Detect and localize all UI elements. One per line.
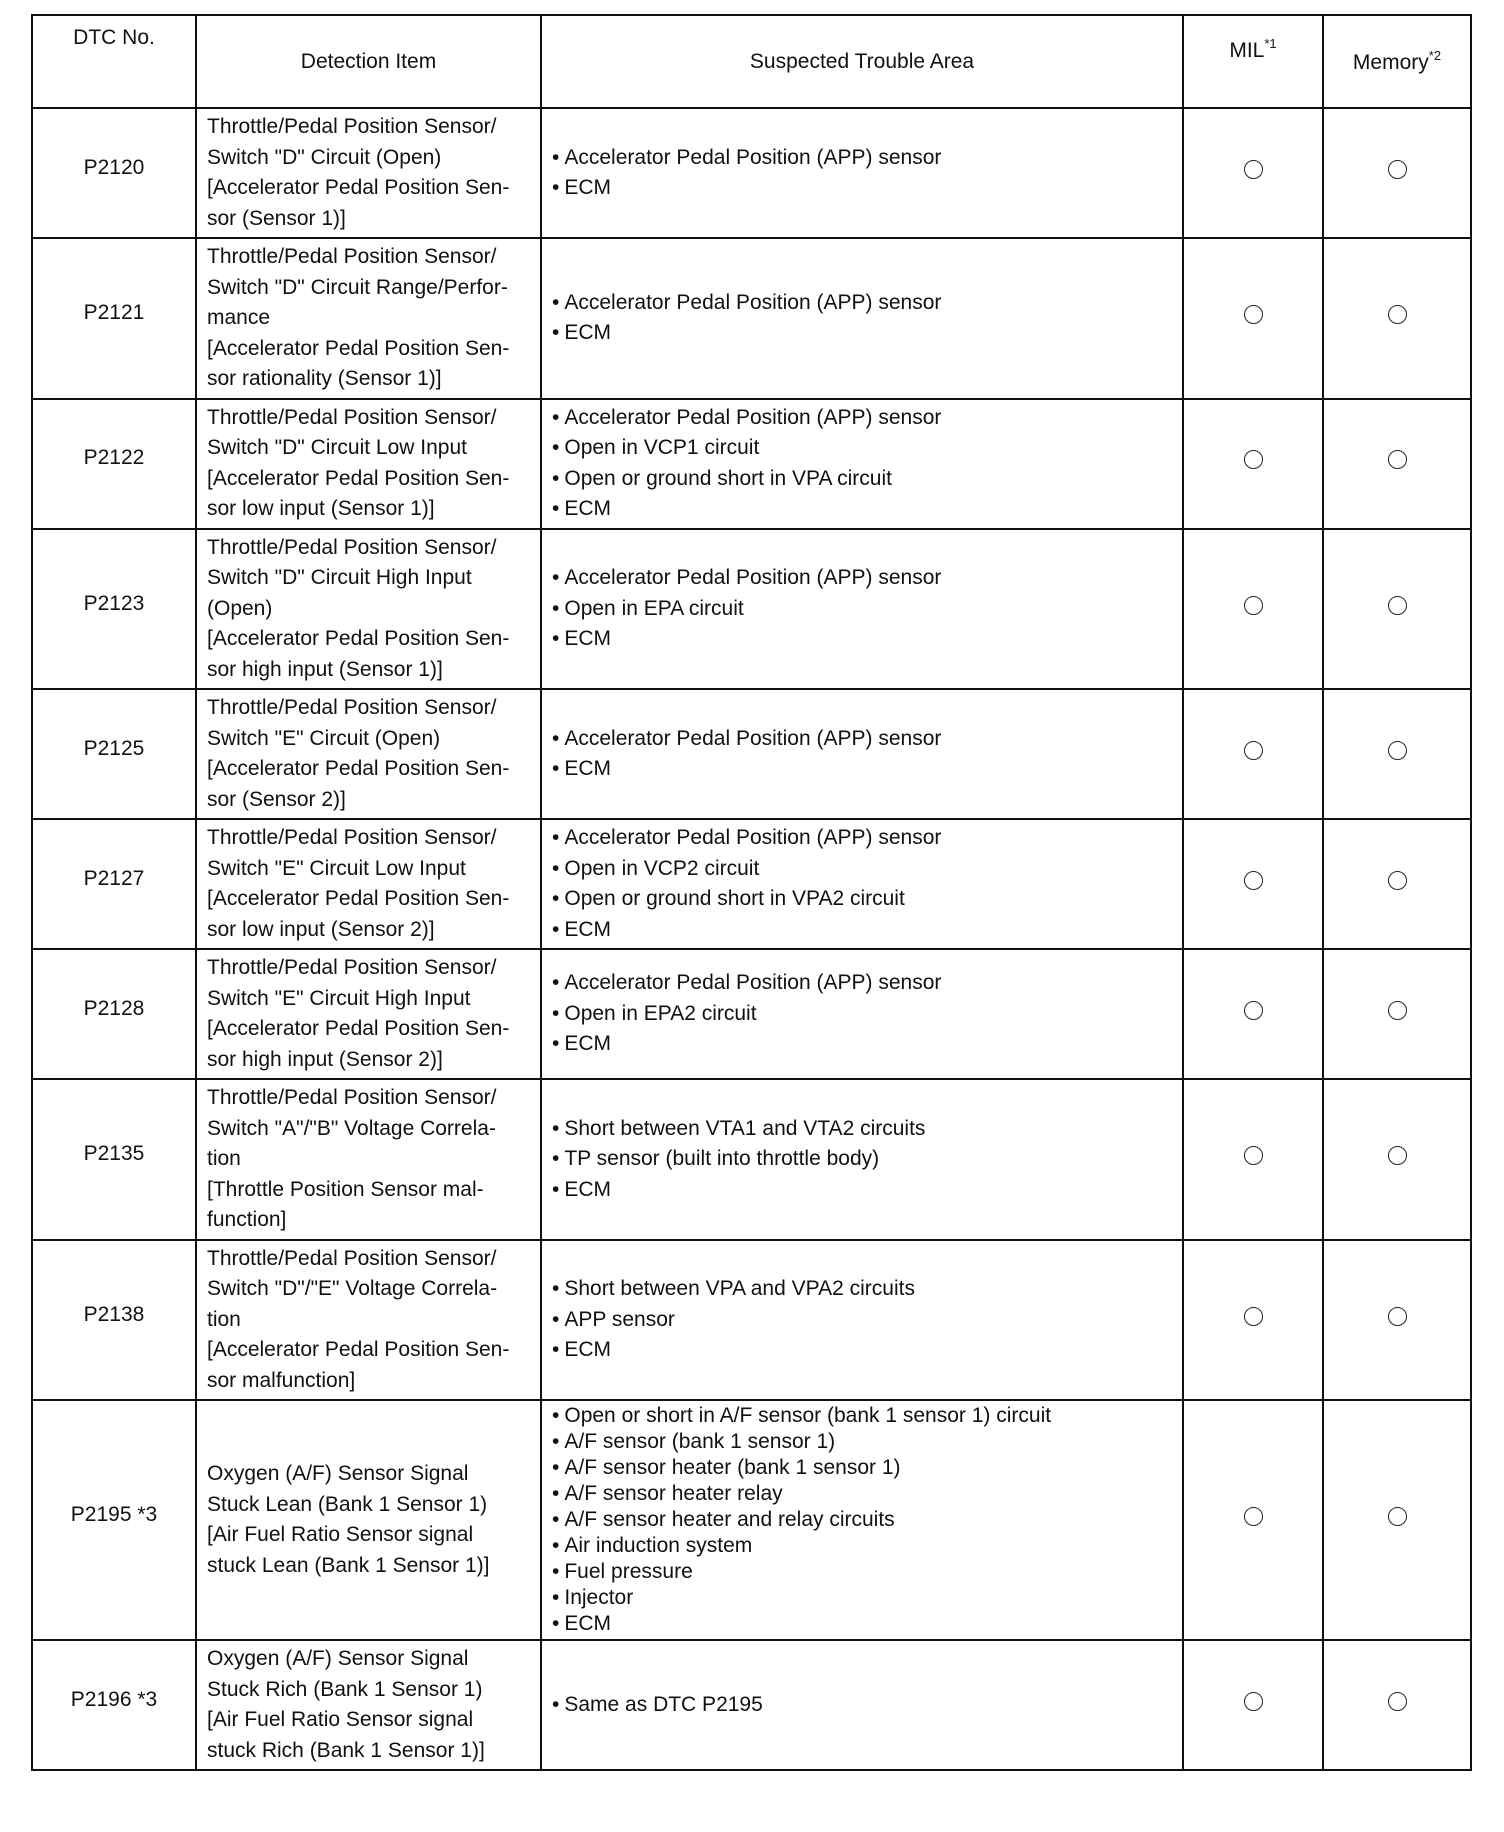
- circle-mark-icon: [1388, 741, 1407, 760]
- trouble-area-item: • ECM: [552, 1335, 1174, 1366]
- trouble-area-item: • Accelerator Pedal Position (APP) sensor: [552, 403, 1174, 434]
- detection-line: sor high input (Sensor 1)]: [207, 657, 443, 681]
- table-row: [32, 1079, 1471, 1240]
- memory-indicator-cell: [1323, 108, 1471, 238]
- circle-mark-icon: [1244, 596, 1263, 615]
- header-dtc-no: DTC No.: [32, 15, 196, 108]
- mil-indicator-cell: [1183, 1079, 1323, 1240]
- mil-indicator-cell: [1183, 819, 1323, 949]
- dtc-code: P2128: [32, 949, 196, 1079]
- memory-indicator-cell: [1323, 399, 1471, 529]
- header-memory: Memory$^{*2}$: [1323, 15, 1471, 108]
- trouble-area-item: • Accelerator Pedal Position (APP) sensor: [552, 724, 1174, 755]
- detection-item: [196, 1400, 541, 1640]
- mil-indicator-cell: [1183, 399, 1323, 529]
- circle-mark-icon: [1388, 1692, 1407, 1711]
- trouble-area-item: • A/F sensor heater (bank 1 sensor 1): [552, 1455, 1174, 1481]
- detection-line: Switch "D" Circuit Range/Perfor-: [207, 275, 508, 299]
- detection-line: [Accelerator Pedal Position Sen-: [207, 466, 510, 490]
- detection-line: sor (Sensor 2)]: [207, 787, 346, 811]
- trouble-area-item: • Fuel pressure: [552, 1559, 1174, 1585]
- detection-item: [196, 689, 541, 819]
- detection-line: Switch "D" Circuit High Input: [207, 566, 472, 589]
- detection-line: Switch "A"/"B" Voltage Correla-: [207, 1116, 496, 1140]
- memory-indicator-cell: [1323, 949, 1471, 1079]
- trouble-area-item: • Open in VCP1 circuit: [552, 433, 1174, 464]
- trouble-area-item: • ECM: [552, 915, 1174, 946]
- suspected-trouble-area: [541, 529, 1183, 690]
- circle-mark-icon: [1244, 305, 1263, 324]
- detection-line: [Throttle Position Sensor mal-: [207, 1177, 484, 1201]
- circle-mark-icon: [1244, 871, 1263, 890]
- memory-footnote-marker: *2: [1428, 48, 1442, 63]
- memory-indicator-cell: [1323, 1240, 1471, 1401]
- circle-mark-icon: [1388, 1307, 1407, 1326]
- table-row: [32, 399, 1471, 529]
- suspected-trouble-area: [541, 1640, 1183, 1770]
- table-row: [32, 529, 1471, 690]
- circle-mark-icon: [1244, 1507, 1263, 1526]
- detection-item: [196, 529, 541, 690]
- detection-item: [196, 1240, 541, 1401]
- suspected-trouble-area: [541, 1240, 1183, 1401]
- detection-line: sor low input (Sensor 2)]: [207, 917, 435, 941]
- detection-line: sor rationality (Sensor 1)]: [207, 367, 442, 390]
- trouble-area-item: • ECM: [552, 1611, 1174, 1637]
- detection-line: tion: [207, 1147, 241, 1170]
- detection-item: [196, 108, 541, 238]
- detection-line: Oxygen (A/F) Sensor Signal: [207, 1647, 469, 1670]
- trouble-area-item: • Accelerator Pedal Position (APP) sensor: [552, 143, 1174, 174]
- trouble-area-item: • A/F sensor heater and relay circuits: [552, 1507, 1174, 1533]
- header-detection-item: Detection Item: [196, 15, 541, 108]
- trouble-area-item: • Accelerator Pedal Position (APP) sensor: [552, 968, 1174, 999]
- trouble-area-item: • APP sensor: [552, 1305, 1174, 1336]
- dtc-code: P2138: [32, 1240, 196, 1401]
- table-row: [32, 1400, 1471, 1640]
- trouble-area-item: • Open in EPA2 circuit: [552, 999, 1174, 1030]
- trouble-area-item: • ECM: [552, 1029, 1174, 1060]
- header-mil: MIL$^{*1}$: [1183, 15, 1323, 108]
- suspected-trouble-area: [541, 1400, 1183, 1640]
- suspected-trouble-area: [541, 399, 1183, 529]
- detection-line: [Accelerator Pedal Position Sen-: [207, 1338, 510, 1361]
- trouble-area-item: • Short between VTA1 and VTA2 circuits: [552, 1114, 1174, 1145]
- circle-mark-icon: [1244, 450, 1263, 469]
- circle-mark-icon: [1244, 1307, 1263, 1326]
- detection-line: Throttle/Pedal Position Sensor/: [207, 405, 497, 429]
- circle-mark-icon: [1388, 160, 1407, 179]
- circle-mark-icon: [1388, 305, 1407, 324]
- mil-indicator-cell: [1183, 1640, 1323, 1770]
- circle-mark-icon: [1244, 1001, 1263, 1020]
- mil-indicator-cell: [1183, 238, 1323, 399]
- trouble-area-item: • Accelerator Pedal Position (APP) sensor: [552, 563, 1174, 594]
- dtc-code: P2196 *3: [32, 1640, 196, 1770]
- table-row: [32, 238, 1471, 399]
- trouble-area-item: • A/F sensor heater relay: [552, 1481, 1174, 1507]
- mil-indicator-cell: [1183, 1240, 1323, 1401]
- memory-indicator-cell: [1323, 1640, 1471, 1770]
- circle-mark-icon: [1244, 1146, 1263, 1165]
- mil-indicator-cell: [1183, 689, 1323, 819]
- header-suspected-trouble-area: Suspected Trouble Area: [541, 15, 1183, 108]
- circle-mark-icon: [1388, 596, 1407, 615]
- mil-indicator-cell: [1183, 1400, 1323, 1640]
- circle-mark-icon: [1388, 1146, 1407, 1165]
- detection-line: [Air Fuel Ratio Sensor signal: [207, 1708, 474, 1731]
- detection-line: Throttle/Pedal Position Sensor/: [207, 826, 497, 849]
- dtc-code: P2123: [32, 529, 196, 690]
- circle-mark-icon: [1244, 160, 1263, 179]
- detection-item: [196, 949, 541, 1079]
- memory-indicator-cell: [1323, 529, 1471, 690]
- mil-indicator-cell: [1183, 529, 1323, 690]
- dtc-code: P2125: [32, 689, 196, 819]
- detection-line: [Accelerator Pedal Position Sen-: [207, 887, 510, 910]
- dtc-code: P2135: [32, 1079, 196, 1240]
- detection-line: Switch "E" Circuit High Input: [207, 986, 471, 1010]
- detection-line: Switch "E" Circuit Low Input: [207, 856, 466, 880]
- detection-line: Throttle/Pedal Position Sensor/: [207, 1246, 497, 1270]
- detection-line: Oxygen (A/F) Sensor Signal: [207, 1462, 469, 1485]
- trouble-area-item: • Open in VCP2 circuit: [552, 854, 1174, 885]
- memory-indicator-cell: [1323, 689, 1471, 819]
- detection-line: function]: [207, 1208, 287, 1231]
- trouble-area-item: • ECM: [552, 173, 1174, 204]
- detection-line: sor low input (Sensor 1)]: [207, 497, 435, 520]
- detection-item: [196, 819, 541, 949]
- dtc-code: P2195 *3: [32, 1400, 196, 1640]
- circle-mark-icon: [1388, 1001, 1407, 1020]
- detection-line: [Accelerator Pedal Position Sen-: [207, 176, 510, 199]
- table-row: [32, 108, 1471, 238]
- trouble-area-item: • TP sensor (built into throttle body): [552, 1144, 1174, 1175]
- detection-line: [Air Fuel Ratio Sensor signal: [207, 1523, 474, 1546]
- table-header: [32, 15, 1471, 108]
- detection-line: (Open): [207, 596, 273, 620]
- memory-indicator-cell: [1323, 1079, 1471, 1240]
- table-row: [32, 819, 1471, 949]
- mil-indicator-cell: [1183, 949, 1323, 1079]
- suspected-trouble-area: [541, 1079, 1183, 1240]
- mil-indicator-cell: [1183, 108, 1323, 238]
- detection-line: Switch "E" Circuit (Open): [207, 726, 441, 750]
- detection-line: Throttle/Pedal Position Sensor/: [207, 245, 497, 268]
- dtc-code: P2120: [32, 108, 196, 238]
- detection-line: sor malfunction]: [207, 1368, 356, 1392]
- memory-indicator-cell: [1323, 1400, 1471, 1640]
- dtc-code: P2121: [32, 238, 196, 399]
- trouble-area-item: • ECM: [552, 494, 1174, 525]
- table-row: [32, 1640, 1471, 1770]
- circle-mark-icon: [1388, 450, 1407, 469]
- trouble-area-item: • Open or ground short in VPA circuit: [552, 464, 1174, 495]
- table-row: [32, 1240, 1471, 1401]
- circle-mark-icon: [1388, 871, 1407, 890]
- trouble-area-item: • ECM: [552, 1175, 1174, 1206]
- suspected-trouble-area: [541, 689, 1183, 819]
- detection-line: Throttle/Pedal Position Sensor/: [207, 1086, 497, 1109]
- detection-line: Stuck Lean (Bank 1 Sensor 1): [207, 1492, 488, 1516]
- detection-line: stuck Lean (Bank 1 Sensor 1)]: [207, 1553, 490, 1577]
- trouble-area-item: • Accelerator Pedal Position (APP) sensor: [552, 288, 1174, 319]
- trouble-area-item: • ECM: [552, 754, 1174, 785]
- trouble-area-item: • A/F sensor (bank 1 sensor 1): [552, 1429, 1174, 1455]
- detection-line: [Accelerator Pedal Position Sen-: [207, 757, 510, 780]
- circle-mark-icon: [1388, 1507, 1407, 1526]
- dtc-table: [31, 14, 1472, 1771]
- detection-line: [Accelerator Pedal Position Sen-: [207, 336, 510, 360]
- detection-item: [196, 399, 541, 529]
- trouble-area-item: • Short between VPA and VPA2 circuits: [552, 1274, 1174, 1305]
- memory-indicator-cell: [1323, 819, 1471, 949]
- circle-mark-icon: [1244, 1692, 1263, 1711]
- detection-line: [Accelerator Pedal Position Sen-: [207, 627, 510, 650]
- detection-line: mance: [207, 306, 271, 329]
- table-row: [32, 949, 1471, 1079]
- detection-item: [196, 1640, 541, 1770]
- trouble-area-item: • ECM: [552, 624, 1174, 655]
- suspected-trouble-area: [541, 238, 1183, 399]
- dtc-code: P2127: [32, 819, 196, 949]
- trouble-area-item: • Open in EPA circuit: [552, 594, 1174, 625]
- detection-line: Throttle/Pedal Position Sensor/: [207, 696, 497, 719]
- suspected-trouble-area: [541, 949, 1183, 1079]
- detection-item: [196, 238, 541, 399]
- table-body: [32, 108, 1471, 1770]
- detection-line: Throttle/Pedal Position Sensor/: [207, 115, 497, 138]
- dtc-code: P2122: [32, 399, 196, 529]
- trouble-area-item: • Air induction system: [552, 1533, 1174, 1559]
- suspected-trouble-area: [541, 819, 1183, 949]
- detection-line: stuck Rich (Bank 1 Sensor 1)]: [207, 1738, 485, 1762]
- detection-line: Switch "D" Circuit (Open): [207, 145, 442, 169]
- detection-line: [Accelerator Pedal Position Sen-: [207, 1017, 510, 1040]
- mil-footnote-marker: *1: [1264, 36, 1277, 51]
- trouble-area-item: • Injector: [552, 1585, 1174, 1611]
- trouble-area-item: • Accelerator Pedal Position (APP) sensor: [552, 823, 1174, 854]
- detection-line: Throttle/Pedal Position Sensor/: [207, 956, 497, 979]
- detection-item: [196, 1079, 541, 1240]
- memory-indicator-cell: [1323, 238, 1471, 399]
- circle-mark-icon: [1244, 741, 1263, 760]
- detection-line: Switch "D"/"E" Voltage Correla-: [207, 1277, 498, 1300]
- detection-line: Throttle/Pedal Position Sensor/: [207, 535, 497, 559]
- trouble-area-item: • Open or short in A/F sensor (bank 1 sensor 1) circuit: [552, 1403, 1174, 1429]
- detection-line: tion: [207, 1307, 241, 1331]
- header-row: [32, 15, 1471, 108]
- detection-line: Switch "D" Circuit Low Input: [207, 436, 467, 459]
- trouble-area-item: • Open or ground short in VPA2 circuit: [552, 884, 1174, 915]
- suspected-trouble-area: [541, 108, 1183, 238]
- detection-line: Stuck Rich (Bank 1 Sensor 1): [207, 1677, 483, 1701]
- table-row: [32, 689, 1471, 819]
- detection-line: sor (Sensor 1)]: [207, 206, 346, 230]
- trouble-area-item: • ECM: [552, 318, 1174, 349]
- trouble-area-item: • Same as DTC P2195: [552, 1690, 1174, 1721]
- detection-line: sor high input (Sensor 2)]: [207, 1047, 443, 1071]
